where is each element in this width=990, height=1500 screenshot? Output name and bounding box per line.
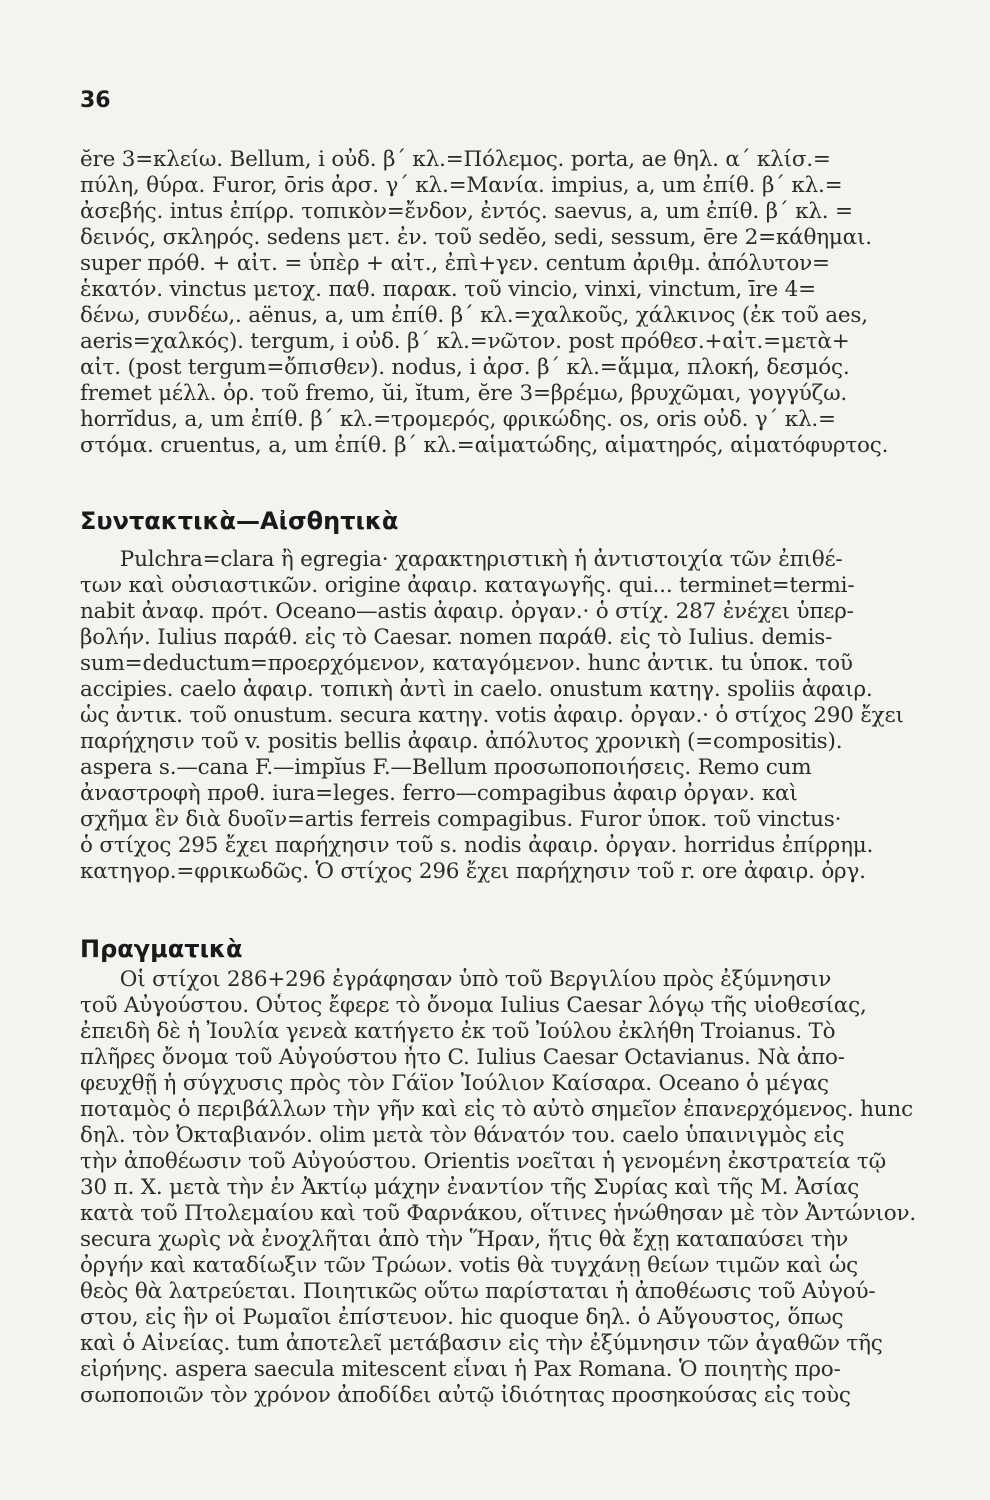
pragmatic-line: τὴν ἀποθέωσιν τοῦ Αὐγούστου. Orientis νοεῖται ἡ γενομένη ἐκστρατεία τῷ <box>80 1149 886 1174</box>
pragmatic-line: σωποποιῶν τὸν χρόνον ἀποδίδει αὐτῷ ἰδιότητας προσηκούσας εἰς τοὺς <box>80 1383 851 1408</box>
vocabulary-line: δένω, συνδέω,. aënus, a, um ἐπίθ. β΄ κλ.=χαλκοῦς, χάλκινος (ἐκ τοῦ aes, <box>80 303 868 328</box>
vocabulary-line: ἀσεβής. intus ἐπίρρ. τοπικὸν=ἔνδον, ἐντός. saevus, a, um ἐπίθ. β΄ κλ. = <box>80 199 853 224</box>
vocabulary-line: στόμα. cruentus, a, um ἐπίθ. β΄ κλ.=αἱματώδης, αἱματηρός, αἱματόφυρτος. <box>80 433 889 458</box>
syntactic-line: σχῆμα ἓν διὰ δυοῖν=artis ferreis compagibus. Furor ὑποκ. τοῦ vinctus· <box>80 807 842 832</box>
vocabulary-line: πύλη, θύρα. Furor, ōris ἀρσ. γ΄ κλ.=Μανία. impius, a, um ἐπίθ. β΄ κλ.= <box>80 173 843 198</box>
vocabulary-line: ĕre 3=κλείω. Bellum, i οὐδ. β΄ κλ.=Πόλεμος. porta, ae θηλ. α΄ κλίσ.= <box>80 147 831 172</box>
syntactic-line: ὡς ἀντικ. τοῦ onustum. secura κατηγ. votis ἀφαιρ. ὀργαν.· ὁ στίχος 290 ἔχει <box>80 703 904 728</box>
syntactic-heading: Συντακτικὰ—Αἰσθητικὰ <box>80 507 399 535</box>
syntactic-line: Pulchra=clara ἢ egregia· χαρακτηριστικὴ ἡ ἀντιστοιχία τῶν ἐπιθέ- <box>80 547 843 572</box>
pragmatic-line: φευχθῇ ἡ σύγχυσις πρὸς τὸν Γάϊον Ἰούλιον Καίσαρα. Oceano ὁ μέγας <box>80 1071 829 1096</box>
pragmatic-line: secura χωρὶς νὰ ἐνοχλῆται ἀπὸ τὴν Ἥραν, ἥτις θὰ ἔχῃ καταπαύσει τὴν <box>80 1227 849 1252</box>
pragmatic-line: ὀργήν καὶ καταδίωξιν τῶν Τρώων. votis θὰ τυγχάνῃ θείων τιμῶν καὶ ὡς <box>80 1253 858 1278</box>
pragmatic-line: στου, εἰς ἣν οἱ Ρωμαῖοι ἐπίστευον. hic quoque δηλ. ὁ Αὔγουστος, ὅπως <box>80 1305 844 1330</box>
syntactic-line: παρήχησιν τοῦ v. positis bellis ἀφαιρ. ἀπόλυτος χρονικὴ (=compositis). <box>80 729 843 754</box>
pragmatic-line: τοῦ Αὐγούστου. Οὗτος ἔφερε τὸ ὄνομα Iulius Caesar λόγῳ τῆς υἱοθεσίας, <box>80 993 867 1018</box>
pragmatic-heading: Πραγματικὰ <box>80 935 243 963</box>
syntactic-line: aspera s.—cana F.—impĭus F.—Bellum προσωποποιήσεις. Remo cum <box>80 755 812 780</box>
pragmatic-line: ποταμὸς ὁ περιβάλλων τὴν γῆν καὶ εἰς τὸ αὐτὸ σημεῖον ἐπανερχόμενος. hunc <box>80 1097 913 1122</box>
pragmatic-line: καὶ ὁ Αἰνείας. tum ἀποτελεῖ μετάβασιν εἰς τὴν ἐξύμνησιν τῶν ἀγαθῶν τῆς <box>80 1331 883 1356</box>
pragmatic-line: δηλ. τὸν Ὀκταβιανόν. olim μετὰ τὸν θάνατόν του. caelo ὑπαινιγμὸς εἰς <box>80 1123 845 1148</box>
pragmatic-line: πλῆρες ὄνομα τοῦ Αὐγούστου ἦτο C. Iulius Caesar Octavianus. Νὰ ἀπο- <box>80 1045 845 1070</box>
syntactic-line: ὁ στίχος 295 ἔχει παρήχησιν τοῦ s. nodis ἀφαιρ. ὀργαν. horridus ἐπίρρημ. <box>80 833 874 858</box>
vocabulary-line: aeris=χαλκός). tergum, i οὐδ. β΄ κλ.=νῶτον. post πρόθεσ.+αἰτ.=μετὰ+ <box>80 329 850 354</box>
syntactic-line: nabit ἀναφ. πρότ. Oceano—astis ἀφαιρ. ὀργαν.· ὁ στίχ. 287 ἐνέχει ὑπερ- <box>80 599 854 624</box>
syntactic-line: accipies. caelo ἀφαιρ. τοπικὴ ἀντὶ in caelo. onustum κατηγ. spoliis ἀφαιρ. <box>80 677 873 702</box>
vocabulary-line: super πρόθ. + αἰτ. = ὑπὲρ + αἰτ., ἐπὶ+γεν. centum ἀριθμ. ἀπόλυτον= <box>80 251 830 276</box>
syntactic-line: των καὶ οὐσιαστικῶν. origine ἀφαιρ. καταγωγῆς. qui... terminet=termi- <box>80 573 855 598</box>
vocabulary-section <box>80 147 988 459</box>
vocabulary-line: δεινός, σκληρός. sedens μετ. ἐν. τοῦ sedĕo, sedi, sessum, ēre 2=κάθημαι. <box>80 225 872 250</box>
pragmatic-line: Οἱ στίχοι 286+296 ἐγράφησαν ὑπὸ τοῦ Βεργιλίου πρὸς ἐξύμνησιν <box>80 967 832 992</box>
syntactic-line: ἀναστροφὴ προθ. iura=leges. ferro—compagibus ἀφαιρ ὀργαν. καὶ <box>80 781 798 806</box>
syntactic-section <box>80 547 988 885</box>
vocabulary-line: horrĭdus, a, um ἐπίθ. β΄ κλ.=τρομερός, φρικώδης. os, oris οὐδ. γ΄ κλ.= <box>80 407 836 432</box>
vocabulary-line: ἑκατόν. vinctus μετοχ. παθ. παρακ. τοῦ vincio, vinxi, vinctum, īre 4= <box>80 277 816 302</box>
pragmatic-line: εἰρήνης. aspera saecula mitescent εἶναι ἡ Pax Romana. Ὁ ποιητὴς προ- <box>80 1357 841 1382</box>
pragmatic-line: 30 π. Χ. μετὰ τὴν ἐν Ἀκτίῳ μάχην ἐναντίον τῆς Συρίας καὶ τῆς Μ. Ἀσίας <box>80 1175 860 1200</box>
pragmatic-line: κατὰ τοῦ Πτολεμαίου καὶ τοῦ Φαρνάκου, οἵτινες ἡνώθησαν μὲ τὸν Ἀντώνιον. <box>80 1201 916 1226</box>
pragmatic-line: ἐπειδὴ δὲ ἡ Ἰουλία γενεὰ κατήγετο ἐκ τοῦ Ἰούλου ἐκλήθη Troianus. Τὸ <box>80 1019 836 1044</box>
syntactic-line: sum=deductum=προερχόμενον, καταγόμενον. hunc ἀντικ. tu ὑποκ. τοῦ <box>80 651 853 676</box>
syntactic-line: κατηγορ.=φρικωδῶς. Ὁ στίχος 296 ἔχει παρήχησιν τοῦ r. ore ἀφαιρ. ὀργ. <box>80 859 866 884</box>
pragmatic-section <box>80 967 988 1409</box>
vocabulary-line: αἰτ. (post tergum=ὄπισθεν). nodus, i ἀρσ. β΄ κλ.=ἅμμα, πλοκή, δεσμός. <box>80 355 850 380</box>
vocabulary-line: fremet μέλλ. ὁρ. τοῦ fremo, ŭi, ĭtum, ĕre 3=βρέμω, βρυχῶμαι, γογγύζω. <box>80 381 848 406</box>
pragmatic-line: θεὸς θὰ λατρεύεται. Ποιητικῶς οὕτω παρίσταται ἡ ἀποθέωσις τοῦ Αὐγού- <box>80 1279 876 1304</box>
page-number: 36 <box>80 88 111 113</box>
syntactic-line: βολήν. Iulius παράθ. εἰς τὸ Caesar. nomen παράθ. εἰς τὸ Iulius. demis- <box>80 625 833 650</box>
